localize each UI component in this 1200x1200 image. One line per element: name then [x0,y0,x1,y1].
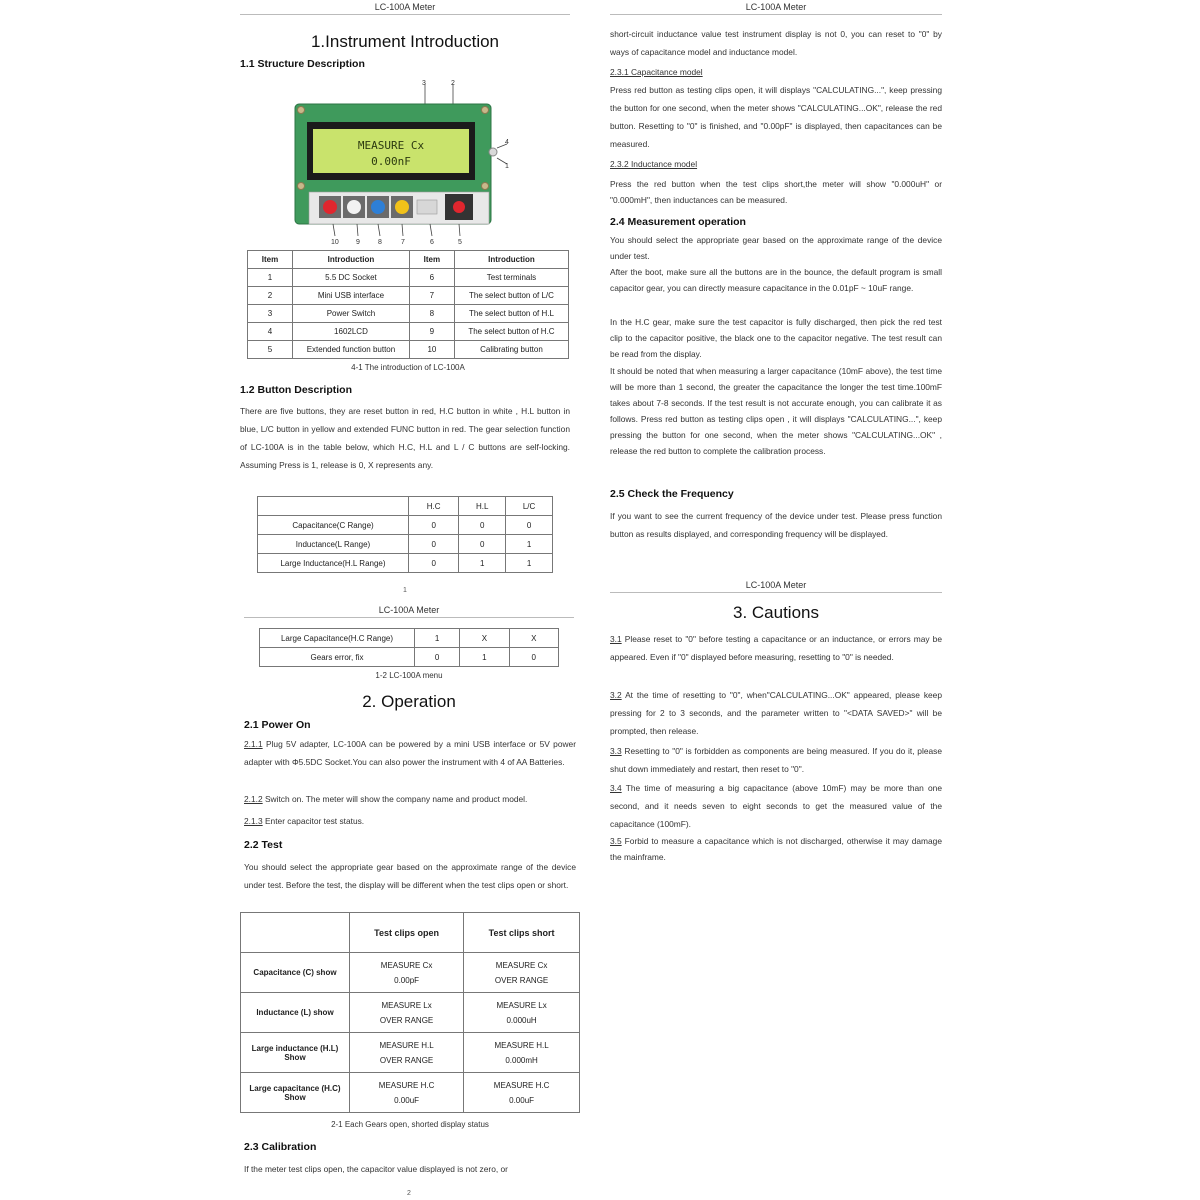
callout-2: 2 [451,80,455,87]
table-3-caption: 1-2 LC-100A menu [375,671,443,680]
chapter-3-title: 3. Cautions [733,603,819,622]
section-2-1-heading: 2.1 Power On [244,719,311,731]
section-2-2-heading: 2.2 Test [244,839,283,851]
callout-3: 3 [422,80,426,87]
button-description: There are five buttons, they are reset button in red, H.C button in white , H.L button in blue, L/C button in yellow and extended FUNC button in red. The gear selection function of LC-100A is in the table below, which H.C, H.L and L / C buttons are self-locking. Assuming Press is 1, release is 0, X represents any. [240,406,570,470]
paragraph-2-5: If you want to see the current frequency of the device under test. Please press function button as results displayed, and corresponding frequency will be displayed. [610,511,942,539]
table-row: Inductance (L) show MEASURE Lx OVER RANGE MEASURE Lx 0.000uH [241,993,580,1033]
table-row: Large inductance (H.L) Show MEASURE H.L OVER RANGE MEASURE H.L 0.000mH [241,1033,580,1073]
paragraph-2-1-2: 2.1.2 Switch on. The meter will show the company name and product model. [244,794,528,804]
paragraph-2-4-b: After the boot, make sure all the buttons are in the bounce, the default program is small capacitor gear, you can directly measure capacitance in the 0.01pF ~ 10uF range. [610,267,942,293]
paragraph-2-4-a: You should select the appropriate gear based on the approximate range of the device under test. [610,235,942,261]
display-status-table: Test clips open Test clips short Capacitance (C) show MEASURE Cx 0.00pF MEASURE Cx OVER RANGE Inductance (L) show MEASURE Lx OVER RANGE MEASURE Lx 0.000uH Large inductance (H.L) Show MEASURE H.L OVER RANGE MEASURE H.L 0.000mH Large capacitance (H.C) Show MEASURE H.C 0.00uF MEASURE H.C 0.00uF [240,912,580,1113]
header-rule-right [610,14,942,15]
callout-9: 9 [356,239,360,246]
paragraph-2-2: You should select the appropriate gear based on the approximate range of the device under test. Before the test, the display will be different when the test clips open or short. [244,862,576,890]
paragraph-2-1-1: 2.1.1 Plug 5V adapter, LC-100A can be powered by a mini USB interface or 5V power adapter with Φ5.5DC Socket.You can also power the instrument with 4 of AA Batteries. [244,739,576,767]
table-row: Capacitance(C Range) 0 0 0 [258,516,553,535]
structure-table: Item Introduction Item Introduction 1 5.5 DC Socket 6 Test terminals 2 Mini USB interface 7 The select button of L/C 3 Power Switch 8 The select button of H.L 4 1602LCD 9 The select button of H.C 5 Extended function button 10 Calibrating button [247,250,569,359]
table-row: Large capacitance (H.C) Show MEASURE H.C 0.00uF MEASURE H.C 0.00uF [241,1073,580,1113]
table-row: Inductance(L Range) 0 0 1 [258,535,553,554]
page-number-2: 2 [407,1190,411,1197]
paragraph-2-3-2: Press the red button when the test clips short,the meter will show "0.000uH" or "0.000mH", then inductances can be measured. [610,179,942,205]
page-number-1: 1 [403,587,407,594]
yellow-button [395,200,409,214]
caution-3-2: 3.2 At the time of resetting to "0", when"CALCULATING...OK" appeared, please keep pressing for 2 to 3 seconds, and the parameter written to "<DATA SAVED>" will be prompted, then release. [610,690,942,736]
paragraph-2-1-3: 2.1.3 Enter capacitor test status. [244,816,365,826]
caution-3-5: 3.5 Forbid to measure a capacitance which is not discharged, otherwise it may damage the mainframe. [610,836,942,862]
chapter-2-title: 2. Operation [362,692,456,711]
callout-6: 6 [430,239,434,246]
callout-1: 1 [505,163,509,170]
table-row: Gears error, fix 0 1 0 [260,648,559,667]
lcd-line-1: MEASURE Cx [357,139,425,152]
table-row: 4 1602LCD 9 The select button of H.C [248,323,569,341]
device-illustration [285,74,525,246]
caution-3-1: 3.1 Please reset to "0" before testing a capacitance or an inductance, or errors may be appeared. Even if "0" displayed before measuring, resetting to "0" is needed. [610,634,942,662]
callout-10: 10 [331,239,339,246]
caution-3-4: 3.4 The time of measuring a big capacitance (above 10mF) may be more than one second, and it needs seven to eight seconds to get the measured value of the capacitance (100mF). [610,783,942,829]
callout-5: 5 [458,239,462,246]
paragraph-2-3: If the meter test clips open, the capacitor value displayed is not zero, or [244,1164,508,1174]
paragraph-2-4-c: In the H.C gear, make sure the test capacitor is fully discharged, then pick the red test clip to the capacitor positive, the black one to the capacitor negative. The test result can be read from the display. [610,317,942,359]
running-header-right-2: LC-100A Meter [745,580,807,590]
paragraph-calibration-cont: short-circuit inductance value test instrument display is not 0, you can reset to "0" by ways of capacitance model and inductance model. [610,29,942,57]
table-row: 1 5.5 DC Socket 6 Test terminals [248,269,569,287]
header-rule-2 [244,617,574,618]
caution-3-3: 3.3 Resetting to "0" is forbidden as components are being measured. If you do it, please shut down immediately and restart, then reset to "0". [610,746,942,774]
gear-table: H.C H.L L/C Capacitance(C Range) 0 0 0 Inductance(L Range) 0 0 1 Large Inductance(H.L Range) 0 1 1 [257,496,553,573]
table-1-caption: 4-1 The introduction of LC-100A [351,363,465,372]
section-2-3-heading: 2.3 Calibration [244,1141,317,1153]
table-row: 3 Power Switch 8 The select button of H.L [248,305,569,323]
callout-7: 7 [401,239,405,246]
table-row: 5 Extended function button 10 Calibrating button [248,341,569,359]
callout-4: 4 [505,139,509,146]
table-row: Large Inductance(H.L Range) 0 1 1 [258,554,553,573]
table-row: 2 Mini USB interface 7 The select button of L/C [248,287,569,305]
func-button [453,201,465,213]
section-1-2-heading: 1.2 Button Description [240,384,353,396]
chapter-1-title: 1.Instrument Introduction [310,32,500,51]
white-button [347,200,361,214]
blue-button [371,200,385,214]
section-1-1-heading: 1.1 Structure Description [240,58,365,70]
table-4-caption: 2-1 Each Gears open, shorted display status [331,1120,489,1129]
header-rule [240,14,570,15]
paragraph-2-4-d: It should be noted that when measuring a larger capacitance (10mF above), the test time will be more than 1 second, the greater the capacitance the longer the test time.100mF takes about 7-8 seconds. If the test result is not accurate enough, you can calibrate it as follows. Press red button as testing clips open , it will displays "CALCULATING...", keep pressing the button for one second, when the meter shows "CALCULATING...OK" , release the red button to complete the calibration process. [610,366,942,456]
table-row: Capacitance (C) show MEASURE Cx 0.00pF MEASURE Cx OVER RANGE [241,953,580,993]
gear-table-continued [259,628,559,667]
callout-8: 8 [378,239,382,246]
section-2-4-heading: 2.4 Measurement operation [610,216,746,228]
lcd-line-2: 0.00nF [371,155,411,168]
paragraph-2-3-1: Press red button as testing clips open, it will displays "CALCULATING...", keep pressing the button for one second, when the meter shows "CALCULATING...OK", release the red button. Resetting to "0" is finished, and "0.00pF" is displayed, then capacitances can be measured. [610,85,942,149]
red-button [323,200,337,214]
section-2-5-heading: 2.5 Check the Frequency [610,488,734,500]
subheading-2-3-2: 2.3.2 Inductance model [610,159,698,169]
header-rule-right-2 [610,592,942,593]
running-header-right: LC-100A Meter [745,2,807,12]
table-row: Large Capacitance(H.C Range) 1 X X [260,629,559,648]
running-header: LC-100A Meter [374,2,436,12]
subheading-2-3-1: 2.3.1 Capacitance model [610,67,703,77]
running-header-2: LC-100A Meter [378,605,440,615]
